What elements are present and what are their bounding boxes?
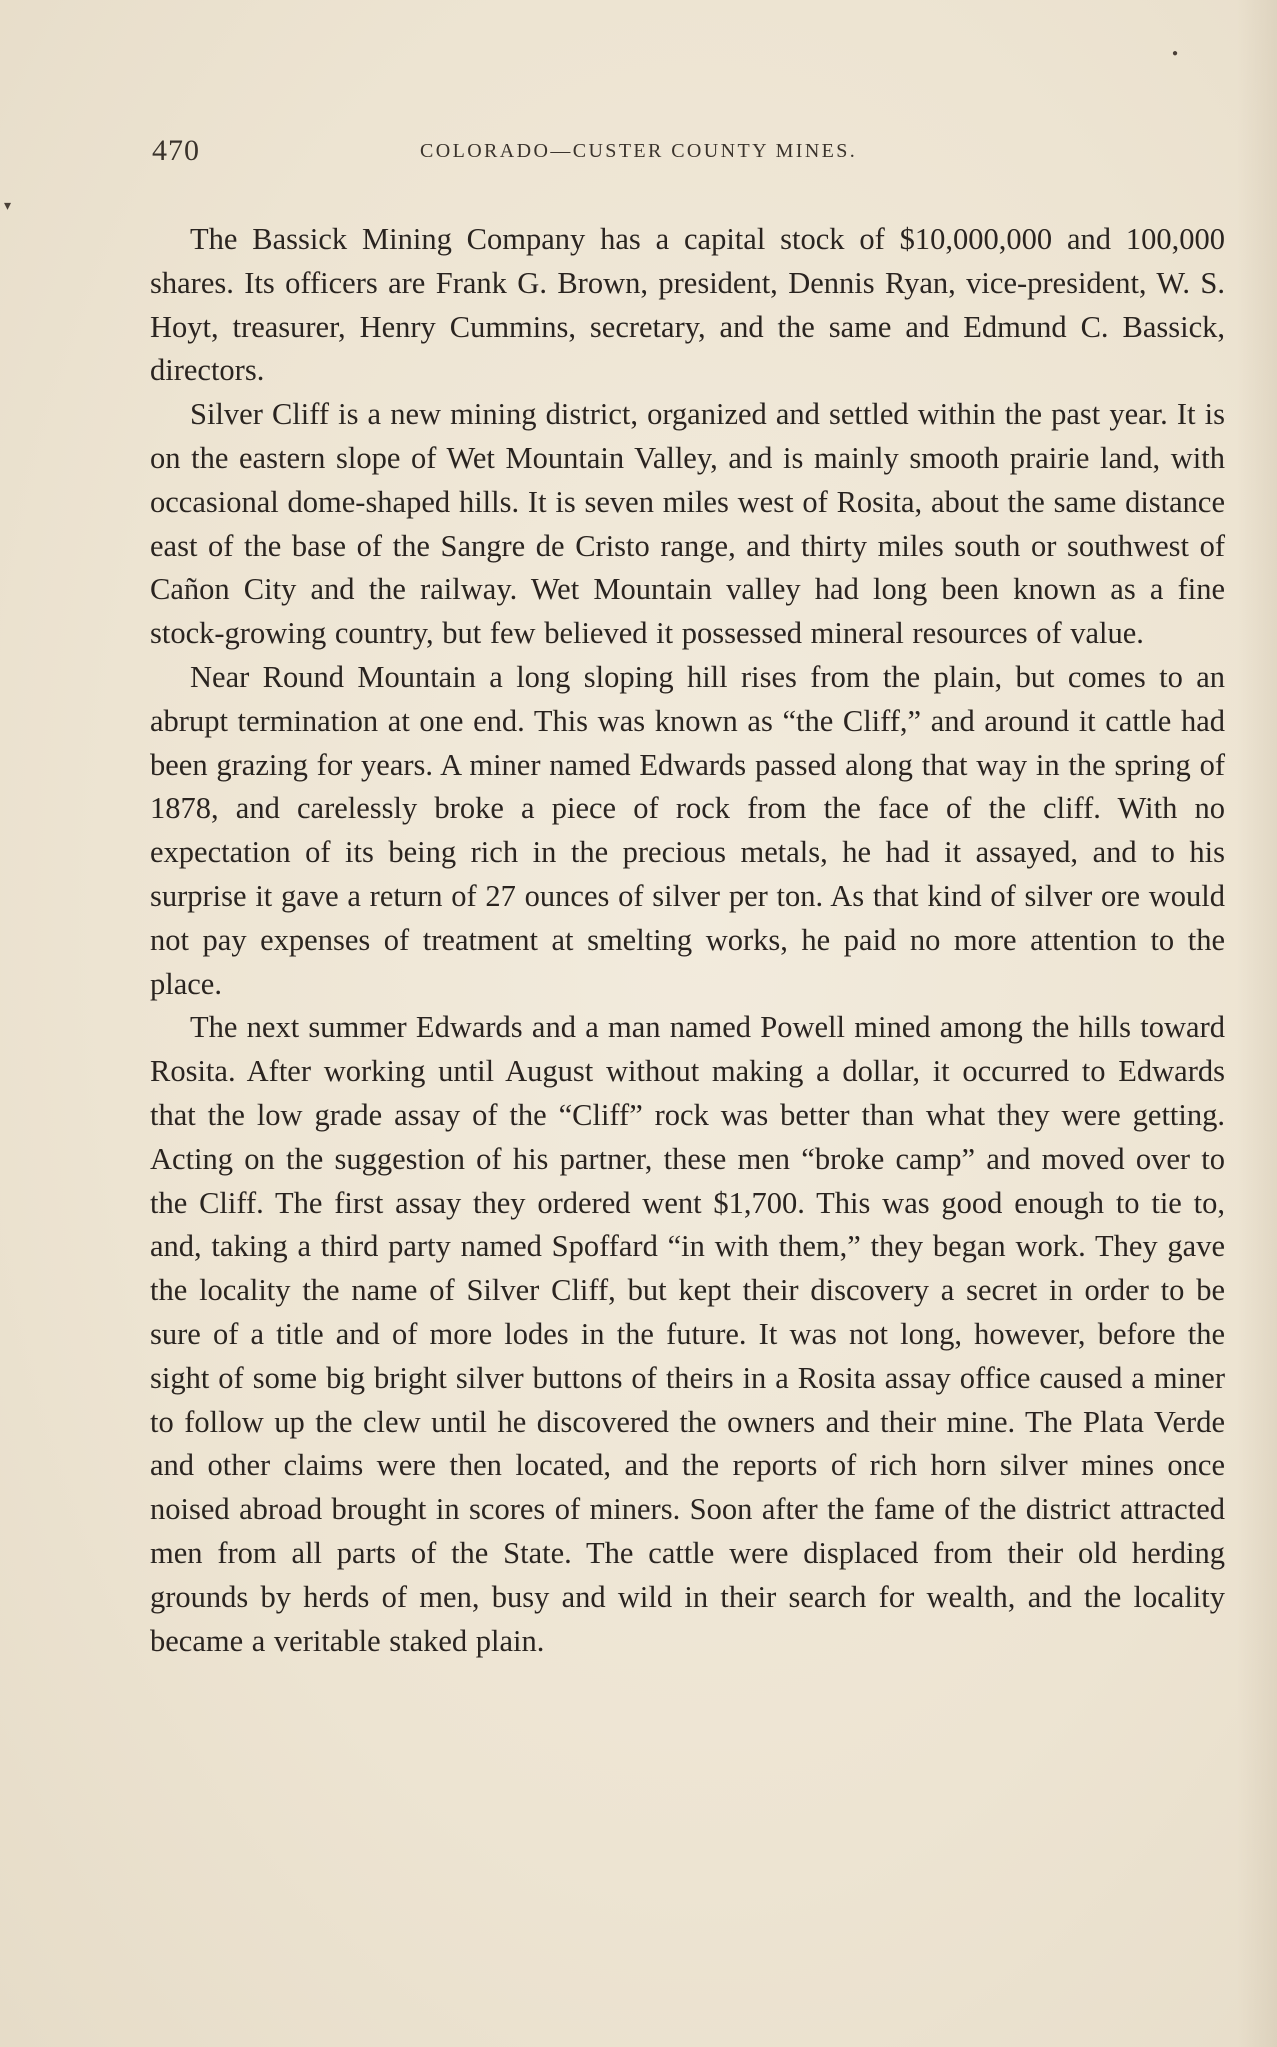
paragraph-bassick-company: The Bassick Mining Company has a capital stock of $10,000,000 and 100,000 shares. Its officers are Frank G. Brown, president, Dennis Ryan, vice-president, W. S. Hoyt, treasurer, Henry Cummins, secretary, and the same and Edmund C. Bassick, directors. (150, 222, 1225, 388)
paragraph-silver-cliff-district: Silver Cliff is a new mining district, organized and settled within the past year. It is on the eastern slope of Wet Mountain Valley, and is mainly smooth prairie land, with occasional dome-shaped hills. It is seven miles west of Rosita, about the same distance east of the base of the Sangre de Cristo range, and thirty miles south or southwest of Cañon City and the railway. Wet Mountain valley had long been known as a fine stock-growing country, but few believed it possessed mineral resources of value. (150, 397, 1225, 651)
paragraph-discovery: The next summer Edwards and a man named Powell mined among the hills toward Rosita. After working until August without making a dollar, it occurred to Edwards that the low grade assay of the “Cliff” rock was better than what they were getting. Acting on the suggestion of his partner, these men “broke camp” and moved over to the Cliff. The first assay they ordered went $1,700. This was good enough to tie to, and, taking a third party named Spoffard “in with them,” they began work. They gave the locality the name of Silver Cliff, but kept their discovery a secret in order to be sure of a title and of more lodes in the future. It was not long, however, before the sight of some big bright silver buttons of theirs in a Rosita assay office caused a miner to follow up the clew until he discovered the owners and their mine. The Plata Verde and other claims were then located, and the reports of rich horn silver mines once noised abroad brought in scores of miners. Soon after the fame of the district attracted men from all parts of the State. The cattle were displaced from their old herding grounds by herds of men, busy and wild in their search for wealth, and the locality became a veritable staked plain. (150, 1010, 1225, 1658)
margin-mark: ▾ (4, 199, 12, 214)
body-text (150, 218, 1225, 1663)
page-header (152, 134, 1232, 174)
paragraph-round-mountain: Near Round Mountain a long sloping hill rises from the plain, but comes to an abrupt termination at one end. This was known as “the Cliff,” and around it cattle had been grazing for years. A miner named Edwards passed along that way in the spring of 1878, and carelessly broke a piece of rock from the face of the cliff. With no expectation of its being rich in the precious metals, he had it assayed, and to his surprise it gave a return of 27 ounces of silver per ton. As that kind of silver ore would not pay expenses of treatment at smelting works, he paid no more attention to the place. (150, 659, 1225, 1001)
page-number: 470 (152, 134, 200, 167)
page-edge-shadow (1237, 0, 1277, 2047)
ink-speck: ● (1172, 48, 1179, 59)
running-head: COLORADO—CUSTER COUNTY MINES. (420, 140, 858, 162)
